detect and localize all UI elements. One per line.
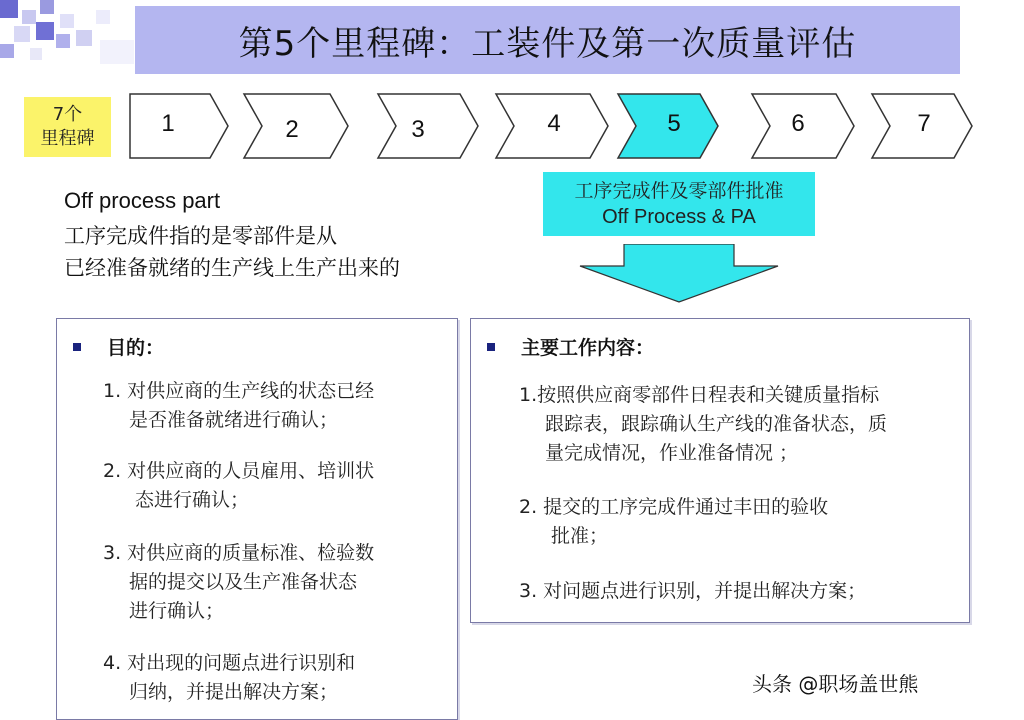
- main-work-panel: [470, 318, 970, 623]
- purpose-item-3: [103, 539, 374, 626]
- purpose-item-1: [103, 377, 374, 435]
- milestone-tag-line2: 里程碑: [40, 128, 95, 149]
- main-work-item-2-line-2: 批准；: [551, 525, 609, 547]
- step-1-label: 1: [161, 110, 175, 137]
- process-chevrons: [0, 0, 1024, 170]
- purpose-panel: [56, 318, 458, 720]
- bullet-icon: [73, 343, 81, 351]
- approval-box-cn: 工序完成件及零部件批准: [574, 180, 784, 202]
- main-work-item-3-line-1: 3. 对问题点进行识别，并提出解决方案；: [519, 580, 867, 602]
- down-arrow-icon: [578, 244, 780, 304]
- step-2-label: 2: [285, 116, 299, 143]
- off-process-title: Off process part: [64, 188, 221, 213]
- milestone-tag-line1: 7个: [52, 104, 83, 125]
- step-3-label: 3: [411, 116, 425, 143]
- main-work-item-1-line-2: 跟踪表，跟踪确认生产线的准备状态，质: [545, 413, 888, 435]
- approval-box: [543, 172, 815, 236]
- approval-box-en: Off Process & PA: [602, 206, 756, 228]
- purpose-heading-text: 目的：: [107, 337, 165, 359]
- step-6-label: 6: [791, 110, 805, 137]
- purpose-item-1-line-2: 是否准备就绪进行确认；: [129, 409, 339, 431]
- purpose-item-2-line-1: 2. 对供应商的人员雇用、培训状: [103, 460, 375, 482]
- main-work-item-1-line-1: 1.按照供应商零部件日程表和关键质量指标: [519, 384, 880, 406]
- main-work-item-2: [519, 493, 828, 551]
- purpose-item-4: [103, 649, 355, 707]
- bullet-icon: [487, 343, 495, 351]
- off-process-line-1: 工序完成件指的是零部件是从: [64, 224, 337, 248]
- main-work-item-1-line-3: 量完成情况，作业准备情况 ；: [545, 442, 799, 464]
- page-title: 第5个里程碑：工装件及第一次质量评估: [135, 6, 960, 74]
- main-work-item-3: [519, 577, 866, 606]
- purpose-item-3-line-1: 3. 对供应商的质量标准、检验数: [103, 542, 375, 564]
- step-7-label: 7: [917, 110, 931, 137]
- purpose-item-3-line-3: 进行确认；: [129, 600, 225, 622]
- main-work-item-1: [519, 381, 887, 468]
- off-process-line-2: 已经准备就绪的生产线上生产出来的: [64, 256, 400, 280]
- main-work-heading: [483, 333, 654, 360]
- step-4-label: 4: [547, 110, 561, 137]
- watermark-text: 头条 @职场盖世熊: [752, 672, 919, 696]
- purpose-item-1-line-1: 1. 对供应商的生产线的状态已经: [103, 380, 375, 402]
- step-5-label: 5: [667, 110, 681, 137]
- purpose-item-2: [103, 457, 374, 515]
- main-work-item-2-line-1: 2. 提交的工序完成件通过丰田的验收: [519, 496, 829, 518]
- purpose-item-2-line-2: 态进行确认；: [135, 489, 250, 511]
- purpose-item-4-line-2: 归纳，并提出解决方案；: [129, 681, 339, 703]
- main-work-heading-text: 主要工作内容：: [521, 337, 655, 359]
- purpose-heading: [69, 333, 164, 360]
- purpose-item-4-line-1: 4. 对出现的问题点进行识别和: [103, 652, 356, 674]
- purpose-item-3-line-2: 据的提交以及生产准备状态: [129, 571, 358, 593]
